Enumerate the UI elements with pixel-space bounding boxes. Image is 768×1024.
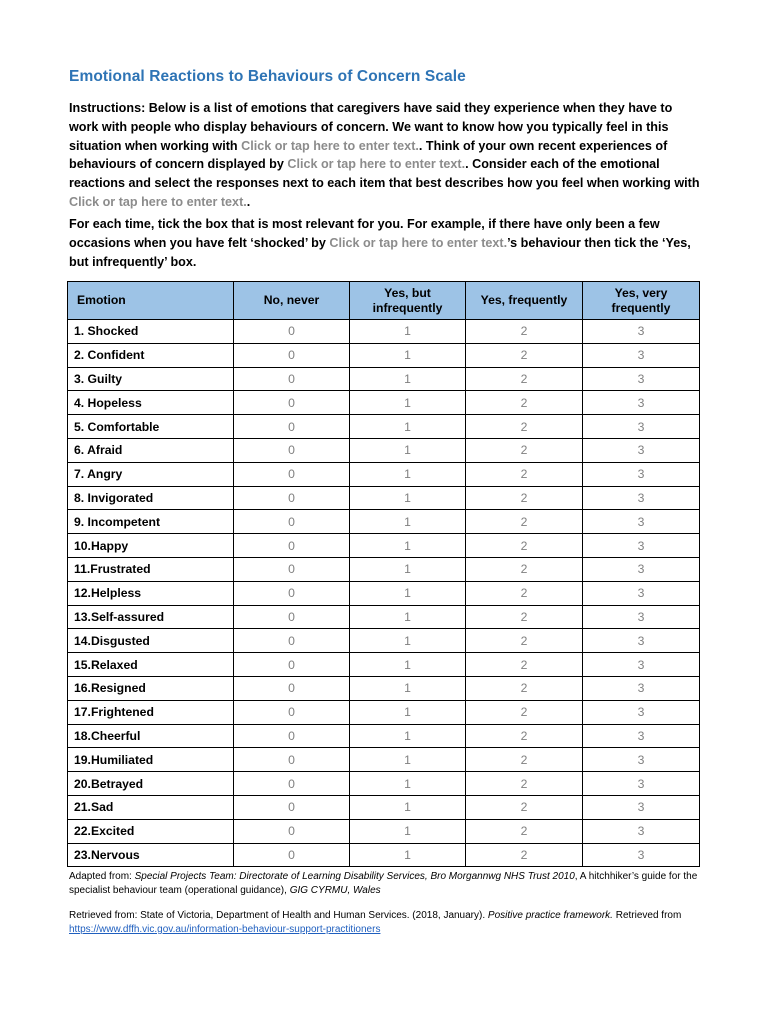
- score-option-yes-infrequently[interactable]: 1: [350, 343, 466, 367]
- instructions-text-4: .: [246, 194, 251, 209]
- score-option-yes-infrequently[interactable]: 1: [350, 843, 466, 867]
- score-option-yes-very-frequently[interactable]: 3: [583, 367, 700, 391]
- score-option-yes-frequently[interactable]: 2: [466, 772, 583, 796]
- emotion-label: 16.Resigned: [68, 676, 234, 700]
- emotion-label: 21.Sad: [68, 795, 234, 819]
- table-row: [68, 438, 700, 462]
- emotion-label: 11.Frustrated: [68, 557, 234, 581]
- emotion-label: 5. Comfortable: [68, 415, 234, 439]
- retrieved-title: Positive practice framework.: [487, 910, 613, 921]
- table-row: [68, 724, 700, 748]
- score-option-no-never[interactable]: 0: [234, 415, 350, 439]
- instructions-text-3: . Consider each of the emotional reactions and select the responses next to each item that best describes how you feel when working with: [69, 157, 700, 191]
- score-option-no-never[interactable]: 0: [234, 367, 350, 391]
- emotion-label: 15.Relaxed: [68, 653, 234, 677]
- score-option-yes-very-frequently[interactable]: 3: [583, 391, 700, 415]
- emotion-label: 17.Frightened: [68, 700, 234, 724]
- score-option-yes-infrequently[interactable]: 1: [350, 438, 466, 462]
- adapted-source: Special Projects Team: Directorate of Learning Disability Services, Bro Morgannwg NHS Trust 2010: [134, 871, 575, 882]
- emotion-label: 6. Afraid: [68, 438, 234, 462]
- emotion-label: 19.Humiliated: [68, 748, 234, 772]
- score-option-yes-infrequently[interactable]: 1: [350, 557, 466, 581]
- score-option-no-never[interactable]: 0: [234, 748, 350, 772]
- score-option-no-never[interactable]: 0: [234, 343, 350, 367]
- source-link[interactable]: https://www.dffh.vic.gov.au/information-behaviour-support-practitioners: [69, 924, 381, 935]
- score-option-yes-frequently[interactable]: 2: [466, 320, 583, 344]
- score-option-no-never[interactable]: 0: [234, 605, 350, 629]
- table-row: [68, 843, 700, 867]
- score-option-no-never[interactable]: 0: [234, 819, 350, 843]
- score-option-yes-very-frequently[interactable]: 3: [583, 343, 700, 367]
- score-option-yes-very-frequently[interactable]: 3: [583, 653, 700, 677]
- adapted-org: GIG CYRMU, Wales: [289, 885, 381, 896]
- score-option-yes-infrequently[interactable]: 1: [350, 795, 466, 819]
- score-option-yes-infrequently[interactable]: 1: [350, 367, 466, 391]
- table-row: [68, 367, 700, 391]
- table-body: [68, 320, 700, 867]
- example-text-2: ’s behaviour then tick the ‘Yes, but infrequently’ box.: [69, 235, 691, 269]
- table-row: [68, 819, 700, 843]
- score-option-yes-frequently[interactable]: 2: [466, 557, 583, 581]
- score-option-no-never[interactable]: 0: [234, 724, 350, 748]
- score-option-yes-frequently[interactable]: 2: [466, 676, 583, 700]
- emotion-label: 1. Shocked: [68, 320, 234, 344]
- score-option-yes-frequently[interactable]: 2: [466, 510, 583, 534]
- score-option-no-never[interactable]: 0: [234, 534, 350, 558]
- score-option-yes-frequently[interactable]: 2: [466, 438, 583, 462]
- table-row: [68, 534, 700, 558]
- table-row: [68, 748, 700, 772]
- table-row: [68, 557, 700, 581]
- placeholder-field-3[interactable]: Click or tap here to enter text.: [69, 194, 247, 209]
- emotion-label: 12.Helpless: [68, 581, 234, 605]
- score-option-yes-very-frequently[interactable]: 3: [583, 534, 700, 558]
- score-option-yes-very-frequently[interactable]: 3: [583, 629, 700, 653]
- score-option-no-never[interactable]: 0: [234, 391, 350, 415]
- score-option-no-never[interactable]: 0: [234, 629, 350, 653]
- score-option-yes-frequently[interactable]: 2: [466, 653, 583, 677]
- emotion-label: 2. Confident: [68, 343, 234, 367]
- score-option-yes-infrequently[interactable]: 1: [350, 486, 466, 510]
- score-option-no-never[interactable]: 0: [234, 462, 350, 486]
- emotion-label: 9. Incompetent: [68, 510, 234, 534]
- table-row: [68, 581, 700, 605]
- retrieved-text-2: Retrieved from: [612, 910, 682, 921]
- table-row: [68, 462, 700, 486]
- score-option-yes-frequently[interactable]: 2: [466, 724, 583, 748]
- score-option-yes-infrequently[interactable]: 1: [350, 391, 466, 415]
- score-option-no-never[interactable]: 0: [234, 653, 350, 677]
- score-option-yes-frequently[interactable]: 2: [466, 534, 583, 558]
- emotion-label: 20.Betrayed: [68, 772, 234, 796]
- score-option-yes-frequently[interactable]: 2: [466, 581, 583, 605]
- emotion-label: 18.Cheerful: [68, 724, 234, 748]
- table-row: [68, 510, 700, 534]
- table-row: [68, 795, 700, 819]
- placeholder-field-4[interactable]: Click or tap here to enter text.: [329, 235, 508, 250]
- score-option-no-never[interactable]: 0: [234, 510, 350, 534]
- score-option-yes-frequently[interactable]: 2: [466, 843, 583, 867]
- table-row: [68, 343, 700, 367]
- score-option-no-never[interactable]: 0: [234, 486, 350, 510]
- table-row: [68, 486, 700, 510]
- emotion-label: 10.Happy: [68, 534, 234, 558]
- emotion-label: 4. Hopeless: [68, 391, 234, 415]
- score-option-yes-infrequently[interactable]: 1: [350, 748, 466, 772]
- emotion-label: 7. Angry: [68, 462, 234, 486]
- instructions-paragraph: [69, 99, 701, 212]
- score-option-yes-very-frequently[interactable]: 3: [583, 843, 700, 867]
- score-option-no-never[interactable]: 0: [234, 676, 350, 700]
- adapted-label: Adapted from:: [69, 871, 135, 882]
- score-option-no-never[interactable]: 0: [234, 557, 350, 581]
- score-option-yes-infrequently[interactable]: 1: [350, 605, 466, 629]
- emotion-label: 22.Excited: [68, 819, 234, 843]
- emotion-label: 23.Nervous: [68, 843, 234, 867]
- emotion-label: 13.Self-assured: [68, 605, 234, 629]
- score-option-yes-infrequently[interactable]: 1: [350, 534, 466, 558]
- score-option-no-never[interactable]: 0: [234, 438, 350, 462]
- score-option-yes-very-frequently[interactable]: 3: [583, 486, 700, 510]
- score-option-yes-very-frequently[interactable]: 3: [583, 748, 700, 772]
- table-row: [68, 391, 700, 415]
- score-option-yes-very-frequently[interactable]: 3: [583, 320, 700, 344]
- score-option-yes-frequently[interactable]: 2: [466, 819, 583, 843]
- example-paragraph: [69, 215, 701, 271]
- emotion-label: 8. Invigorated: [68, 486, 234, 510]
- header-yes-very-frequently: Yes, very frequently: [583, 282, 700, 320]
- score-option-yes-frequently[interactable]: 2: [466, 795, 583, 819]
- score-option-yes-infrequently[interactable]: 1: [350, 320, 466, 344]
- score-option-yes-infrequently[interactable]: 1: [350, 819, 466, 843]
- score-option-yes-infrequently[interactable]: 1: [350, 653, 466, 677]
- score-option-yes-very-frequently[interactable]: 3: [583, 795, 700, 819]
- score-option-yes-frequently[interactable]: 2: [466, 367, 583, 391]
- score-option-yes-very-frequently[interactable]: 3: [583, 581, 700, 605]
- score-option-yes-infrequently[interactable]: 1: [350, 724, 466, 748]
- score-option-yes-very-frequently[interactable]: 3: [583, 676, 700, 700]
- table-row: [68, 772, 700, 796]
- score-option-yes-very-frequently[interactable]: 3: [583, 700, 700, 724]
- score-option-yes-very-frequently[interactable]: 3: [583, 819, 700, 843]
- score-option-yes-very-frequently[interactable]: 3: [583, 724, 700, 748]
- table-row: [68, 605, 700, 629]
- score-option-yes-very-frequently[interactable]: 3: [583, 510, 700, 534]
- score-option-no-never[interactable]: 0: [234, 795, 350, 819]
- table-row: [68, 700, 700, 724]
- emotion-label: 3. Guilty: [68, 367, 234, 391]
- score-option-yes-infrequently[interactable]: 1: [350, 462, 466, 486]
- score-option-yes-very-frequently[interactable]: 3: [583, 415, 700, 439]
- emotion-label: 14.Disgusted: [68, 629, 234, 653]
- table-header-row: [68, 282, 700, 320]
- header-yes-frequently: Yes, frequently: [466, 282, 583, 320]
- instructions-text-1: Instructions: Below is a list of emotions that caregivers have said they experience when they have to work with people who display behaviours of concern. We want to know how you typically feel in this situation when working with: [69, 101, 673, 153]
- instructions-text-2: . Think of your own recent experiences of behaviours of concern displayed by: [69, 138, 668, 172]
- header-emotion: Emotion: [68, 282, 234, 320]
- example-text-1: For each time, tick the box that is most relevant for you. For example, if there have only been a few occasions when you have felt ‘shocked’ by: [69, 217, 660, 250]
- score-option-yes-very-frequently[interactable]: 3: [583, 438, 700, 462]
- score-option-yes-infrequently[interactable]: 1: [350, 415, 466, 439]
- placeholder-field-1[interactable]: Click or tap here to enter text.: [241, 138, 419, 153]
- score-option-yes-frequently[interactable]: 2: [466, 700, 583, 724]
- table-row: [68, 415, 700, 439]
- score-option-yes-infrequently[interactable]: 1: [350, 676, 466, 700]
- retrieved-text-1: Retrieved from: State of Victoria, Department of Health and Human Services. (2018, January).: [69, 910, 488, 921]
- score-option-yes-frequently[interactable]: 2: [466, 748, 583, 772]
- header-yes-infrequently: Yes, but infrequently: [350, 282, 466, 320]
- table-row: [68, 676, 700, 700]
- score-option-yes-very-frequently[interactable]: 3: [583, 772, 700, 796]
- score-option-yes-infrequently[interactable]: 1: [350, 629, 466, 653]
- score-option-yes-infrequently[interactable]: 1: [350, 700, 466, 724]
- score-option-yes-infrequently[interactable]: 1: [350, 510, 466, 534]
- score-option-yes-frequently[interactable]: 2: [466, 343, 583, 367]
- score-option-yes-frequently[interactable]: 2: [466, 462, 583, 486]
- score-option-yes-very-frequently[interactable]: 3: [583, 462, 700, 486]
- score-option-yes-infrequently[interactable]: 1: [350, 772, 466, 796]
- emotion-scale-table: [67, 281, 700, 867]
- score-option-yes-very-frequently[interactable]: 3: [583, 605, 700, 629]
- score-option-yes-frequently[interactable]: 2: [466, 605, 583, 629]
- table-row: [68, 629, 700, 653]
- page-title: Emotional Reactions to Behaviours of Concern Scale: [69, 68, 466, 85]
- retrieved-from-note: [69, 909, 709, 937]
- adapted-from-note: [69, 870, 709, 898]
- adapted-mid: , A hitchhiker’s guide for the specialist behaviour team (operational guidance),: [69, 871, 698, 896]
- score-option-yes-frequently[interactable]: 2: [466, 415, 583, 439]
- score-option-yes-frequently[interactable]: 2: [466, 486, 583, 510]
- score-option-yes-frequently[interactable]: 2: [466, 629, 583, 653]
- placeholder-field-2[interactable]: Click or tap here to enter text.: [287, 157, 466, 172]
- score-option-no-never[interactable]: 0: [234, 581, 350, 605]
- score-option-yes-infrequently[interactable]: 1: [350, 581, 466, 605]
- score-option-no-never[interactable]: 0: [234, 843, 350, 867]
- score-option-no-never[interactable]: 0: [234, 772, 350, 796]
- score-option-yes-frequently[interactable]: 2: [466, 391, 583, 415]
- score-option-no-never[interactable]: 0: [234, 700, 350, 724]
- table-row: [68, 320, 700, 344]
- header-no-never: No, never: [234, 282, 350, 320]
- table-row: [68, 653, 700, 677]
- score-option-no-never[interactable]: 0: [234, 320, 350, 344]
- score-option-yes-very-frequently[interactable]: 3: [583, 557, 700, 581]
